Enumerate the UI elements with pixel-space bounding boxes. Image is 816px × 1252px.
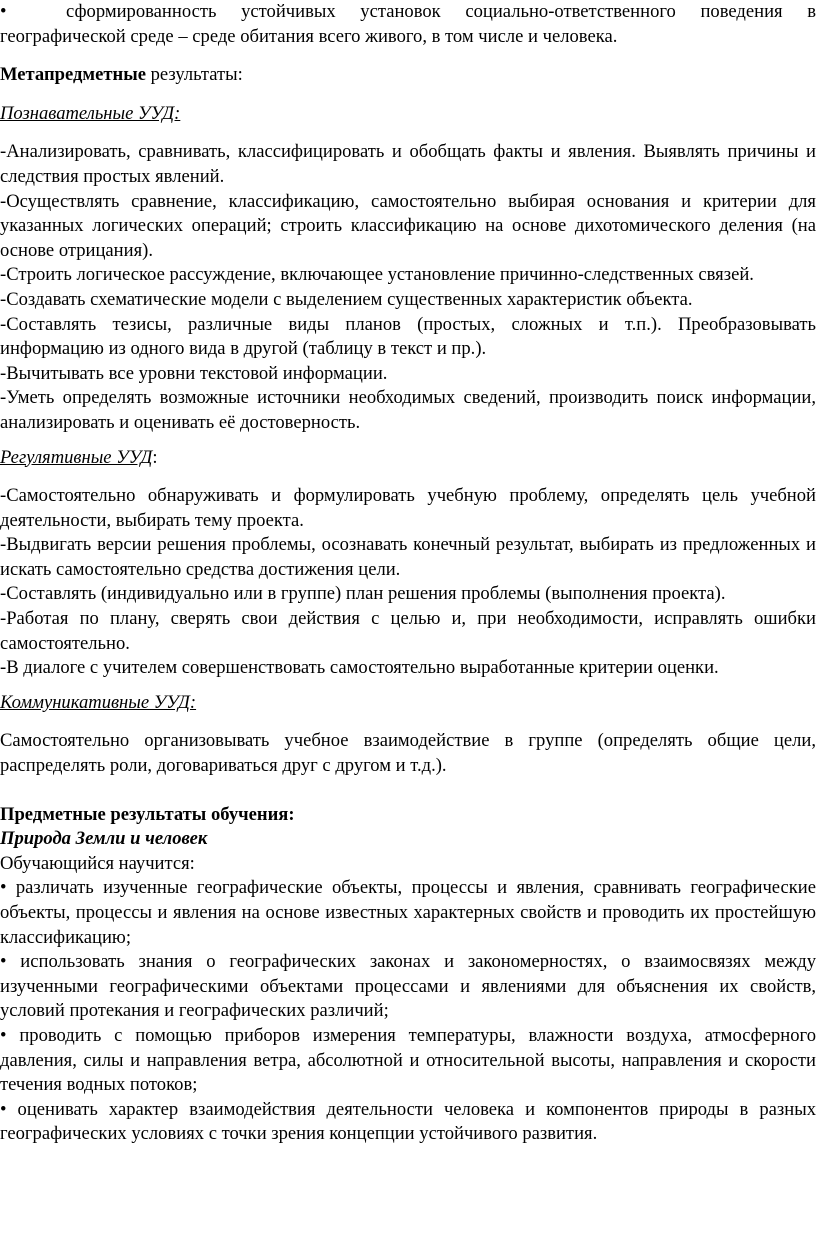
subject-subheading: Природа Земли и человек <box>0 828 208 850</box>
list-item: • использовать знания о географических законах и закономерностях, о взаимосвязях между изученными географическими объектами процессами и явлениями для объяснения их свойств, условий протекания и географических различий; <box>0 951 816 1022</box>
list-item: • оценивать характер взаимодействия деятельности человека и компонентов природы в разных географических условиях с точки зрения концепции устойчивого развития. <box>0 1098 816 1145</box>
cognitive-heading <box>0 102 816 127</box>
meta-heading <box>0 63 816 88</box>
list-item: • различать изученные географические объекты, процессы и явления, сравнивать географические объекты, процессы и явления на основе известных характерных свойств и проводить их простейшую классификацию; <box>0 877 816 948</box>
list-item: -Осуществлять сравнение, классификацию, самостоятельно выбирая основания и критерии для указанных логических операций; строить классификацию на основе дихотомического деления (на основе отрицания). <box>0 190 816 261</box>
communicative-heading-text: Коммуникативные УУД: <box>0 691 197 713</box>
subject-heading: Предметные результаты обучения: <box>0 803 295 825</box>
communicative-text: Самостоятельно организовывать учебное взаимодействие в группе (определять общие цели, распределять роли, договариваться друг с другом и т.д.). <box>0 730 816 777</box>
list-item: -В диалоге с учителем совершенствовать самостоятельно выработанные критерии оценки. <box>0 657 719 679</box>
regulatory-heading-colon: : <box>152 446 158 468</box>
meta-heading-rest: результаты: <box>145 64 243 86</box>
list-item: -Уметь определять возможные источники необходимых сведений, производить поиск информации, анализировать и оценивать её достоверность. <box>0 387 816 433</box>
list-item: -Составлять (индивидуально или в группе) план решения проблемы (выполнения проекта). <box>0 583 726 605</box>
list-item: -Вычитывать все уровни текстовой информации. <box>0 362 388 384</box>
regulatory-heading-text: Регулятивные УУД <box>0 446 153 468</box>
intro-paragraph <box>0 0 816 49</box>
list-item: -Анализировать, сравнивать, классифицировать и обобщать факты и явления. Выявлять причины и следствия простых явлений. <box>0 141 816 187</box>
bullet-icon: • <box>0 1 7 22</box>
list-item: -Создавать схематические модели с выделением существенных характеристик объекта. <box>0 288 693 310</box>
meta-heading-bold: Метапредметные <box>0 64 146 86</box>
list-item: -Выдвигать версии решения проблемы, осознавать конечный результат, выбирать из предложенных и искать самостоятельно средства достижения цели. <box>0 534 816 580</box>
regulatory-heading <box>0 446 816 471</box>
list-item: -Составлять тезисы, различные виды планов (простых, сложных и т.п.). Преобразовывать информацию из одного вида в другой (таблицу в текст и пр.). <box>0 313 816 360</box>
intro-text: сформированность устойчивых установок социально-ответственного поведения в географической среде – среде обитания всего живого, в том числе и человека. <box>0 1 816 47</box>
list-item: -Строить логическое рассуждение, включающее установление причинно-следственных связей. <box>0 264 754 286</box>
cognitive-heading-text: Познавательные УУД: <box>0 102 181 124</box>
list-item: -Самостоятельно обнаруживать и формулировать учебную проблему, определять цель учебной деятельности, выбирать тему проекта. <box>0 485 816 531</box>
list-item: -Работая по плану, сверять свои действия с целью и, при необходимости, исправлять ошибки самостоятельно. <box>0 608 816 654</box>
communicative-heading <box>0 691 816 716</box>
list-item: • проводить с помощью приборов измерения температуры, влажности воздуха, атмосферного давления, силы и направления ветра, абсолютной и относительной высоты, направления и скорости течения водных потоков; <box>0 1024 816 1096</box>
subject-intro: Обучающийся научится: <box>0 852 195 874</box>
